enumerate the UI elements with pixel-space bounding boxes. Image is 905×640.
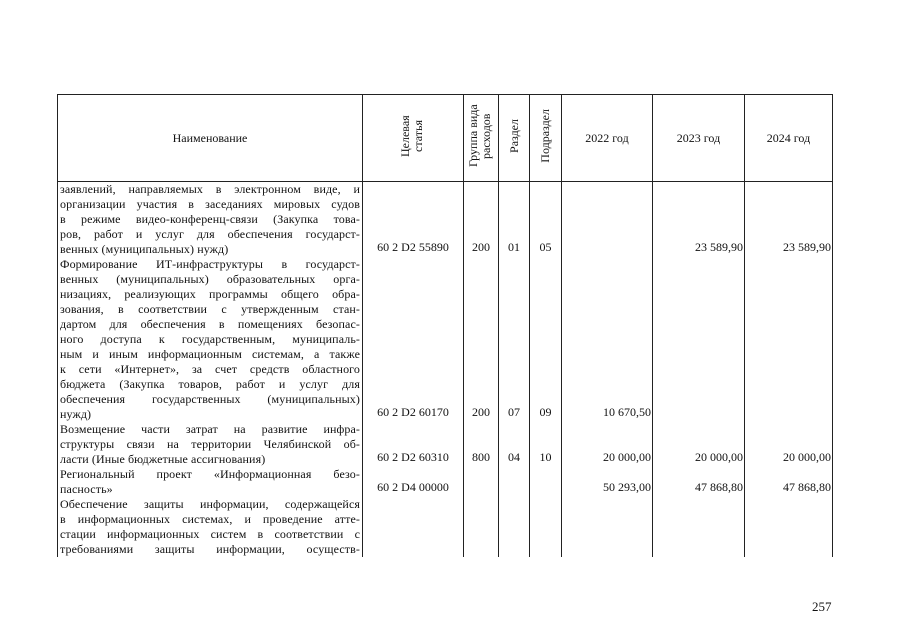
row-subsection [530, 497, 562, 557]
header-2022: 2022 год [562, 95, 653, 182]
row-name-line: ров, работ и услуг для обеспечения государст- [60, 227, 360, 241]
row-name-line: дартом для обеспечения в помещениях безопас- [60, 317, 360, 331]
row-name-line: обеспечения государственных (муниципальных) [60, 392, 360, 406]
table-row [58, 497, 833, 557]
row-y2023: 47 868,80 [653, 467, 745, 497]
row-group [464, 497, 499, 557]
row-name-line: ным и иным информационным системам, а также [60, 347, 360, 361]
row-subsection: 05 [530, 182, 562, 258]
row-target [363, 497, 464, 557]
budget-table [57, 94, 833, 557]
row-y2024: 47 868,80 [745, 467, 833, 497]
table-body [58, 182, 833, 558]
row-name-line: низациях, реализующих программы общего обра- [60, 287, 360, 301]
row-name-line: ласти (Иные бюджетные ассигнования) [60, 452, 266, 466]
row-target: 60 2 D2 60310 [363, 422, 464, 467]
header-section: Раздел [499, 95, 530, 182]
row-y2023: 23 589,90 [653, 182, 745, 258]
table-row [58, 182, 833, 258]
row-y2024: 20 000,00 [745, 422, 833, 467]
row-name-line: заявлений, направляемых в электронном виде, и [60, 182, 360, 196]
row-group [464, 467, 499, 497]
table-header-row [58, 95, 833, 182]
table-row [58, 257, 833, 422]
row-section: 04 [499, 422, 530, 467]
page-number: 257 [812, 599, 832, 614]
header-group: Группа вида расходов [464, 95, 499, 182]
row-group: 800 [464, 422, 499, 467]
row-y2024 [745, 497, 833, 557]
row-name [58, 422, 363, 467]
row-name-line: структуры связи на территории Челябинской об- [60, 437, 360, 451]
row-group: 200 [464, 182, 499, 258]
row-name-line: в информационных системах, и проведение атте- [60, 512, 360, 526]
row-subsection [530, 467, 562, 497]
row-name-line: к сети «Интернет», за счет средств областного [60, 362, 360, 376]
row-y2022: 10 670,50 [562, 257, 653, 422]
row-name-line: в режиме видео-конференц-связи (Закупка това- [60, 212, 360, 226]
row-section [499, 467, 530, 497]
header-2023: 2023 год [653, 95, 745, 182]
header-2024: 2024 год [745, 95, 833, 182]
row-name-line: зования, в соответствии с утвержденным стан- [60, 302, 360, 316]
header-subsection: Подраздел [530, 95, 562, 182]
row-y2022 [562, 497, 653, 557]
row-name-line: Возмещение части затрат на развитие инфра- [60, 422, 360, 436]
row-name [58, 467, 363, 497]
row-subsection: 09 [530, 257, 562, 422]
row-section: 01 [499, 182, 530, 258]
row-target: 60 2 D2 60170 [363, 257, 464, 422]
row-name [58, 182, 363, 258]
row-name-line: пасность» [60, 482, 113, 496]
row-name-line: нужд) [60, 407, 92, 421]
row-name-line: ного доступа к государственным, муниципаль- [60, 332, 360, 346]
row-target: 60 2 D4 00000 [363, 467, 464, 497]
row-y2024 [745, 257, 833, 422]
row-subsection: 10 [530, 422, 562, 467]
row-section: 07 [499, 257, 530, 422]
row-name-line: организации участия в заседаниях мировых судов [60, 197, 360, 211]
row-name-line: венных (муниципальных) образовательных орга- [60, 272, 360, 286]
row-y2024: 23 589,90 [745, 182, 833, 258]
row-name [58, 497, 363, 557]
row-name-line: Обеспечение защиты информации, содержащейся [60, 497, 360, 511]
table-row [58, 467, 833, 497]
row-y2023: 20 000,00 [653, 422, 745, 467]
row-y2022 [562, 182, 653, 258]
row-name-line: требованиями защиты информации, осуществ- [60, 542, 360, 556]
row-section [499, 497, 530, 557]
row-name [58, 257, 363, 422]
row-y2023 [653, 257, 745, 422]
table-row [58, 422, 833, 467]
row-name-line: венных (муниципальных) нужд) [60, 242, 229, 256]
header-name: Наименование [58, 95, 363, 182]
row-target: 60 2 D2 55890 [363, 182, 464, 258]
row-name-line: бюджета (Закупка товаров, работ и услуг для [60, 377, 360, 391]
row-y2022: 50 293,00 [562, 467, 653, 497]
header-target: Целевая статья [363, 95, 464, 182]
row-y2022: 20 000,00 [562, 422, 653, 467]
row-y2023 [653, 497, 745, 557]
row-name-line: Региональный проект «Информационная безо- [60, 467, 360, 481]
row-name-line: стации информационных систем в соответствии с [60, 527, 360, 541]
row-group: 200 [464, 257, 499, 422]
row-name-line: Формирование ИТ-инфраструктуры в государст- [60, 257, 360, 271]
